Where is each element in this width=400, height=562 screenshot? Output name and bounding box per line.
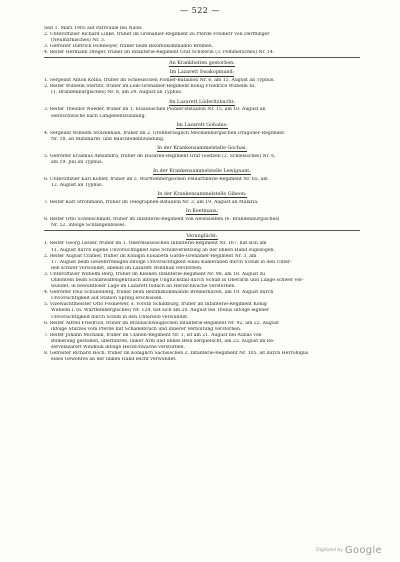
entry-line: 17. August beim Gewehrreinigen infolge Unvorsichtigkeit eines Kameraden durch Schuß in den Unter- (51, 259, 292, 265)
watermark-prefix: Digitized by (316, 548, 343, 553)
list-item (44, 200, 360, 206)
divider (44, 230, 360, 231)
entry-line: 2. Unteroffizier Richard Linke, früher im Grenadier-Regiment zu Pferde Freiherr von Derfflinger (44, 32, 270, 38)
entry-line: 4. Reiter Hermann Dreger, früher im Infanterie-Regiment Graf Schwerin (3. Pommersches) Nr. 14. (44, 50, 275, 56)
entry-line: (Neumärkisches) Nr. 3. (51, 38, 106, 44)
section-lewignant: In der Krankensammelstelle Lewignant: (153, 168, 251, 174)
entry-line: 7. Reiter Johann Michalik, früher im Ulanen-Regiment Nr. 1, ist am 21. August bei Aubas von (44, 332, 262, 338)
list-item (44, 333, 360, 351)
entry-line: 1. Sergeant Anton Kolba, früher im Schlesischen Pionier-Bataillon Nr. 6, am 15. August an Typhus. (44, 78, 275, 84)
intro-list (44, 32, 360, 56)
entry-line: Unvorsichtigkeit auf Station Spring erschossen. (51, 296, 163, 302)
list-item (44, 241, 360, 253)
luederitzbucht-list (44, 107, 360, 119)
entry-line: Herzschwäche nach Lungenentzündung. (51, 113, 147, 119)
list-item (44, 131, 360, 143)
list-item (44, 302, 360, 320)
section-gibeon: In der Krankensammelstelle Gibeon: (157, 191, 247, 197)
intro-line: Seit 1. März 1905 auf Patrouille bei Naob: (44, 26, 143, 31)
section-luederitzbucht: Im Lazarett Lüderitzbucht: (169, 99, 235, 105)
lewignant-list (44, 177, 360, 189)
google-logo: Google (344, 545, 382, 556)
entry-line: 8. Reiter Otto Schellschmidt, früher im Infanterie-Regiment von Alvensleben (6. Brandenburgisches) (44, 216, 280, 222)
list-item (44, 272, 360, 290)
entry-line: Olifontein beim Schußwaffengebrauch infolge Unglücksfall durch Schuß in Oberarm und Lunge schwer ver- (51, 278, 304, 283)
entry-line: 4. Sergeant Wilhelm Stolzenhain, früher im 2. Großherzoglich Mecklenburgischen Dragoner-Regiment (44, 130, 285, 136)
entry-line: eines Gewehres an der linken Hand leicht verwundet. (51, 357, 177, 363)
entry-line: Bumerang gestoßen, überfahren, linker Arm und linkes Bein zerquetscht, am 22. August im Re- (51, 338, 275, 344)
gochas-list (44, 154, 360, 166)
entry-line: 11. August durch eigene Unvorsichtigkeit eine Schußverletzung an der linken Hand zugezogen. (51, 247, 275, 253)
section-gobabis: Im Lazarett Gobabis: (176, 122, 228, 128)
heading-illness: An Krankheiten gestorben: (169, 60, 235, 66)
entry-line: Nr. 52, infolge Schlangenbisses. (51, 222, 127, 228)
section-gochas: In der Krankensammelstelle Gochas: (157, 145, 247, 151)
entry-line: 2. Reiter Wilhelm Sterntz, früher im Leib-Grenadier-Regiment König Friedrich Wilhelm III. (44, 84, 257, 90)
section-keetmans: In Keetmans: (185, 208, 219, 214)
list-item (44, 84, 360, 96)
document-body (44, 26, 360, 363)
section-swakopmund: Im Lazarett Swakopmund: (169, 70, 235, 76)
divider (44, 57, 360, 58)
entry-line: 3. Reiter Theodor Noeder, früher im 1. Elsässischen Pionier-Bataillon Nr. 15, am 10. August an (44, 107, 266, 113)
entry-line: leib schwer verwundet, abends im Lazarett Windhuk verstorben. (51, 265, 203, 271)
entry-line: Wilhelm I. (6. Württembergisches) Nr. 124, hat sich am 20. August bei Thunis infolge eigener (51, 308, 270, 314)
list-item (44, 107, 360, 119)
entry-line: wundet, in bewußtloser Lage im Lazarett tödlich an Herzschwäche verstorben. (51, 284, 236, 290)
entry-line: 12. August an Typhus. (51, 182, 104, 188)
entry-line: am 19. Juli an Typhus. (51, 159, 104, 165)
swakopmund-list (44, 78, 360, 96)
entry-line: 1. Reiter Georg Lesser, früher im 1. Oberelsässischen Infanterie-Regiment Nr. 167, hat sich am (44, 241, 267, 247)
keetmans-list (44, 217, 360, 229)
entry-line: Nr. 18, an Blinddarm- und Bauchfellentzündung. (51, 136, 165, 142)
entry-line: Unvorsichtigkeit durch Schuß in den Unterleib verwundet. (51, 314, 189, 320)
list-item (44, 154, 360, 166)
entry-line: infolge Sturzes vom Pferde mit Schädelbruch und innerer Verblutung verstorben. (51, 326, 242, 332)
google-watermark (316, 545, 382, 556)
entry-line: 5. Vizewachtmeister Otto Fosniewer, s. Vorstb Schildburg, früher im Infanterie-Regiment König (44, 302, 267, 308)
list-item (44, 177, 360, 189)
entry-line: 7. Reiter Karl Strohmann, früher im Telegraphen-Bataillon Nr. 3, am 19. August an Malaria. (44, 199, 259, 205)
gibeon-list (44, 200, 360, 206)
entry-line: 3. Gefreiter Dietrich Hoßmeyer, früher beim Bezirkskommando Bremen. (44, 44, 214, 50)
entry-line: 6. Reiter Alfred Friedrich, früher im Braunschweigischen Infanterie-Regiment Nr. 92, am 22. August (44, 320, 279, 326)
list-item (44, 254, 360, 272)
list-item (44, 321, 360, 333)
entry-line: 3. Unteroffizier Wilhelm Berg, früher im Kleinen Infanterie-Regiment Nr. 98, am 18. August zu (44, 271, 266, 277)
list-item (44, 50, 360, 56)
entry-line: (1. Brandenburgisches) Nr. 8, am 24. August an Typhus. (51, 90, 183, 96)
entry-line: 6. Unteroffizier Karl Köhler, früher im 3. Württembergischen Feldartillerie-Regiment Nr. 65, am (44, 176, 268, 182)
heading-accidents: Verunglückt: (186, 233, 218, 239)
list-item (44, 351, 360, 363)
accidents-list (44, 241, 360, 363)
page-number: — 522 — (180, 6, 220, 15)
list-item (44, 32, 360, 44)
entry-line: servelazarett Windhuk infolge Herzschwäche verstorben. (51, 345, 186, 351)
list-item (44, 290, 360, 302)
entry-line: 5. Gefreiter Erasmus Alexandra, früher im Husaren-Regiment Graf Goetzen (2. Schlesisches) Nr. 6, (44, 153, 276, 159)
entry-line: 8. Gefreiter Richard Hoch, früher im Königlich Sächsischen 2. Infanterie-Regiment Nr. 105, ist durch Herrohlgus (44, 351, 309, 357)
entry-line: 4. Gefreiter Paul Schulenberg, früher beim Bezirkskommando Bremerhaven, am 19. August durch (44, 290, 274, 296)
entry-line: 2. Reiter August Cramer, früher im Königin Elisabeth Garde-Grenadier-Regiment Nr. 3, am (44, 253, 257, 259)
gobabis-list (44, 131, 360, 143)
list-item (44, 217, 360, 229)
